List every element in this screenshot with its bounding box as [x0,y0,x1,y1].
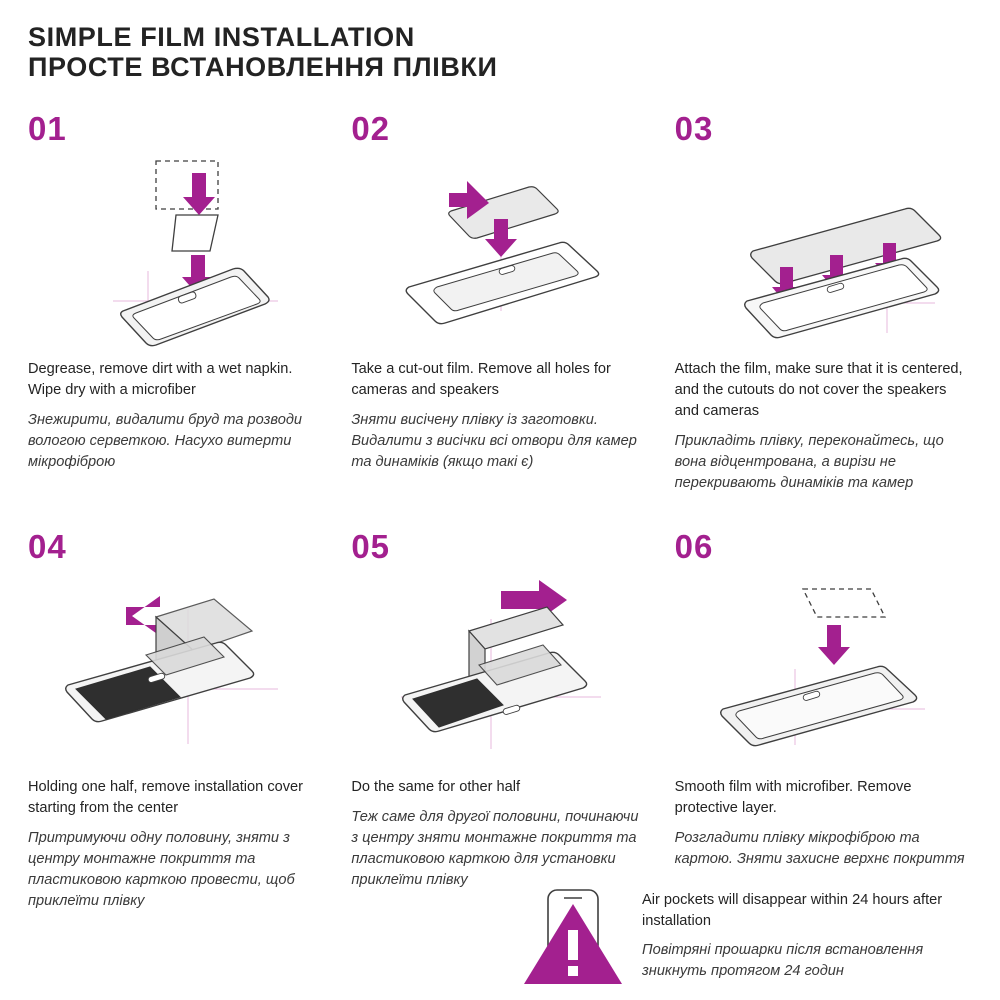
step-illustration-film-attach-centered [675,151,972,347]
step-01 [28,112,325,494]
step-illustration-smooth-and-remove-top-layer [675,569,972,765]
step-illustration-repeat-other-half [351,569,648,765]
step-illustration-napkin-wiping-phone [28,151,325,347]
steps-grid [28,112,972,912]
page-title-ua: ПРОСТЕ ВСТАНОВЛЕННЯ ПЛІВКИ [28,52,498,83]
step-number: 01 [28,110,67,148]
step-text-ua: Розгладити плівку мікрофіброю та картою. Зняти захисне верхнє покриття [674,830,965,868]
footer-text-en: Air pockets will disappear within 24 hours after installation [642,892,943,929]
step-02 [351,112,648,494]
step-text-en: Attach the film, make sure that it is centered, and the cutouts do not cover the speakers and cameras [674,361,963,420]
step-number: 04 [28,528,67,566]
step-text-en: Take a cut-out film. Remove all holes for cameras and speakers [351,361,611,399]
step-number: 02 [351,110,391,148]
step-number: 05 [351,528,391,566]
step-text-en: Holding one half, remove installation cover starting from the center [28,779,304,817]
step-03 [675,112,972,494]
step-text-en: Do the same for other half [351,779,521,796]
footer-text-block [642,886,972,982]
step-text-ua: Притримуючи одну половину, зняти з центру монтажне покриття та пластиковою карткою провести, щоб приклеїти плівку [28,830,295,910]
page-header [28,22,972,82]
step-text-ua: Знежирити, видалити бруд та розводи вологою серветкою. Насухо витерти мікрофіброю [28,412,303,471]
warning-phone-exclamation-icon [518,886,628,986]
step-number: 03 [674,110,714,148]
step-text-en: Smooth film with microfiber. Remove protective layer. [674,779,912,817]
step-05 [351,530,648,912]
step-illustration-peel-liner-from-center [28,569,325,765]
page-title-en: SIMPLE FILM INSTALLATION [28,22,415,52]
footer-note [28,886,972,986]
step-04 [28,530,325,912]
step-number: 06 [674,528,714,566]
footer-text-ua: Повітряні прошарки після встановлення зникнуть протягом 24 годин [642,942,924,979]
step-06 [675,530,972,912]
step-text-ua: Прикладіть плівку, переконайтесь, що вона відцентрована, а вирізи не перекривають динаміків та камер [674,433,944,492]
step-illustration-film-cutout-removal [351,151,648,347]
step-text-ua: Зняти висічену плівку із заготовки. Видалити з висічки всі отвори для камер та динаміків (якщо такі є) [351,412,637,471]
step-text-ua: Теж саме для другої половини, починаючи з центру зняти монтажне покриття та пластиковою карткою для установки приклеїти плівку [351,809,639,889]
step-text-en: Degrease, remove dirt with a wet napkin. Wipe dry with a microfiber [28,361,293,399]
